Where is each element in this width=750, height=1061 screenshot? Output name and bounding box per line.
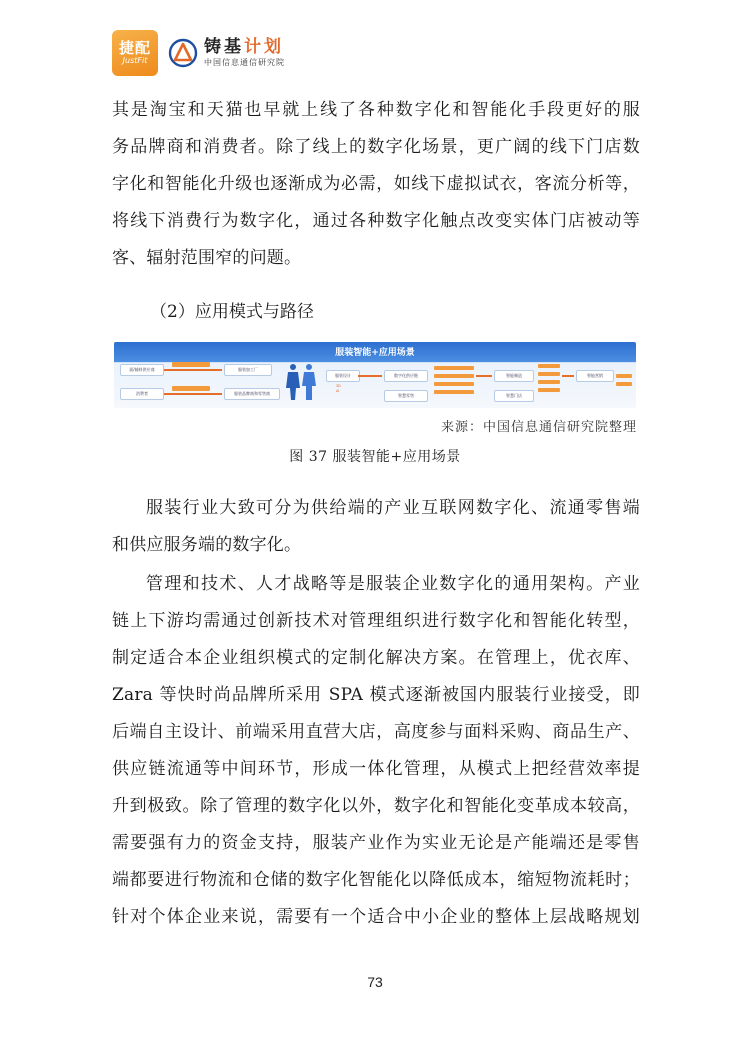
- figure-arrow: [164, 393, 222, 395]
- figure-note: 3D AI: [336, 384, 341, 393]
- zhuji-logo: [168, 37, 285, 69]
- text-line: 制定适合本企业组织模式的定制化解决方案。在管理上，优衣库、: [112, 648, 640, 668]
- paragraph-2: [112, 490, 640, 564]
- figure-pill: [616, 382, 632, 386]
- figure-arrow: [164, 369, 222, 371]
- figure-caption: 图 37 服装智能+应用场景: [289, 449, 461, 465]
- justfit-logo-main: 捷配: [118, 39, 151, 57]
- figure-pill: [538, 372, 560, 376]
- text-line: 端都要进行物流和仓储的数字化智能化以降低成本，缩短物流耗时；: [112, 870, 640, 890]
- figure-box: 智能制造: [494, 370, 534, 382]
- text-line: 其是淘宝和天猫也早就上线了各种数字化和智能化手段更好的服: [112, 100, 640, 120]
- text-line: 供应链流通等中间环节，形成一体化管理，从模式上把经营效率提: [112, 759, 640, 779]
- figure-pill: [172, 362, 210, 367]
- mannequin-icon: [284, 362, 318, 402]
- figure-box: 服装设计: [326, 370, 360, 382]
- figure-pill: [172, 386, 210, 391]
- figure-box: 数字化供应链: [384, 370, 428, 382]
- text-line: Zara 等快时尚品牌所采用 SPA 模式逐渐被国内服装行业接受，即: [112, 685, 640, 705]
- text-line: 针对个体企业来说，需要有一个适合中小企业的整体上层战略规划: [112, 907, 640, 927]
- page-number: 73: [367, 974, 383, 990]
- page-header: [112, 30, 285, 76]
- figure-box: 服装品牌商和零售商: [224, 388, 280, 400]
- figure-pill: [434, 382, 474, 386]
- figure-box: 面/辅料供应商: [120, 364, 164, 376]
- text-line: 客、辐射范围窄的问题。: [112, 248, 302, 268]
- section-subheading: （2）应用模式与路径: [150, 302, 314, 322]
- figure-arrow: [562, 375, 574, 377]
- figure-pill: [434, 366, 474, 370]
- figure-arrow: [476, 375, 492, 377]
- figure-pill: [616, 374, 632, 378]
- text-line: 后端自主设计、前端采用直营大店，高度参与面料采购、商品生产、: [112, 722, 640, 742]
- text-line: 链上下游均需通过创新技术对管理组织进行数字化和智能化转型，: [112, 611, 640, 631]
- zhuji-logo-title: 铸基计划: [204, 37, 284, 57]
- text-line: 将线下消费行为数字化，通过各种数字化触点改变实体门店被动等: [112, 211, 640, 231]
- text-line: 需要强有力的资金支持，服装产业作为实业无论是产能端还是零售: [112, 833, 640, 853]
- text-line: 服装行业大致可分为供给端的产业互联网数字化、流通零售端: [146, 498, 640, 518]
- justfit-logo: [112, 30, 158, 76]
- figure-box: 智慧门店: [494, 390, 534, 402]
- figure-title: 服装智能+应用场景: [335, 348, 415, 358]
- figure-source: 来源：中国信息通信研究院整理: [440, 420, 637, 435]
- figure-box: 智能营销: [576, 370, 614, 382]
- figure-pill: [538, 388, 560, 392]
- paragraph-3: [112, 566, 640, 936]
- text-line: 升到极致。除了管理的数字化以外，数字化和智能化变革成本较高，: [112, 796, 640, 816]
- figure-pill: [434, 374, 474, 378]
- text-line: 字化和智能化升级也逐渐成为必需，如线下虚拟试衣，客流分析等，: [112, 174, 640, 194]
- figure-image: [114, 342, 636, 408]
- text-line: 和供应服务端的数字化。: [112, 535, 302, 555]
- figure-arrow: [358, 375, 382, 377]
- paragraph-1: [112, 92, 640, 277]
- zhuji-emblem-icon: [168, 38, 198, 68]
- figure-pill: [538, 380, 560, 384]
- figure-box: 消费者: [120, 388, 164, 400]
- justfit-logo-sub: JustFit: [122, 56, 148, 65]
- figure-box: 智慧零售: [384, 390, 428, 402]
- figure-pill: [434, 390, 474, 394]
- figure-box: 服装加工厂: [224, 364, 272, 376]
- text-line: 务品牌商和消费者。除了线上的数字化场景，更广阔的线下门店数: [112, 137, 640, 157]
- zhuji-logo-subtitle: 中国信息通信研究院: [204, 58, 285, 67]
- figure-pill: [538, 364, 560, 368]
- text-line: 管理和技术、人才战略等是服装企业数字化的通用架构。产业: [146, 574, 640, 594]
